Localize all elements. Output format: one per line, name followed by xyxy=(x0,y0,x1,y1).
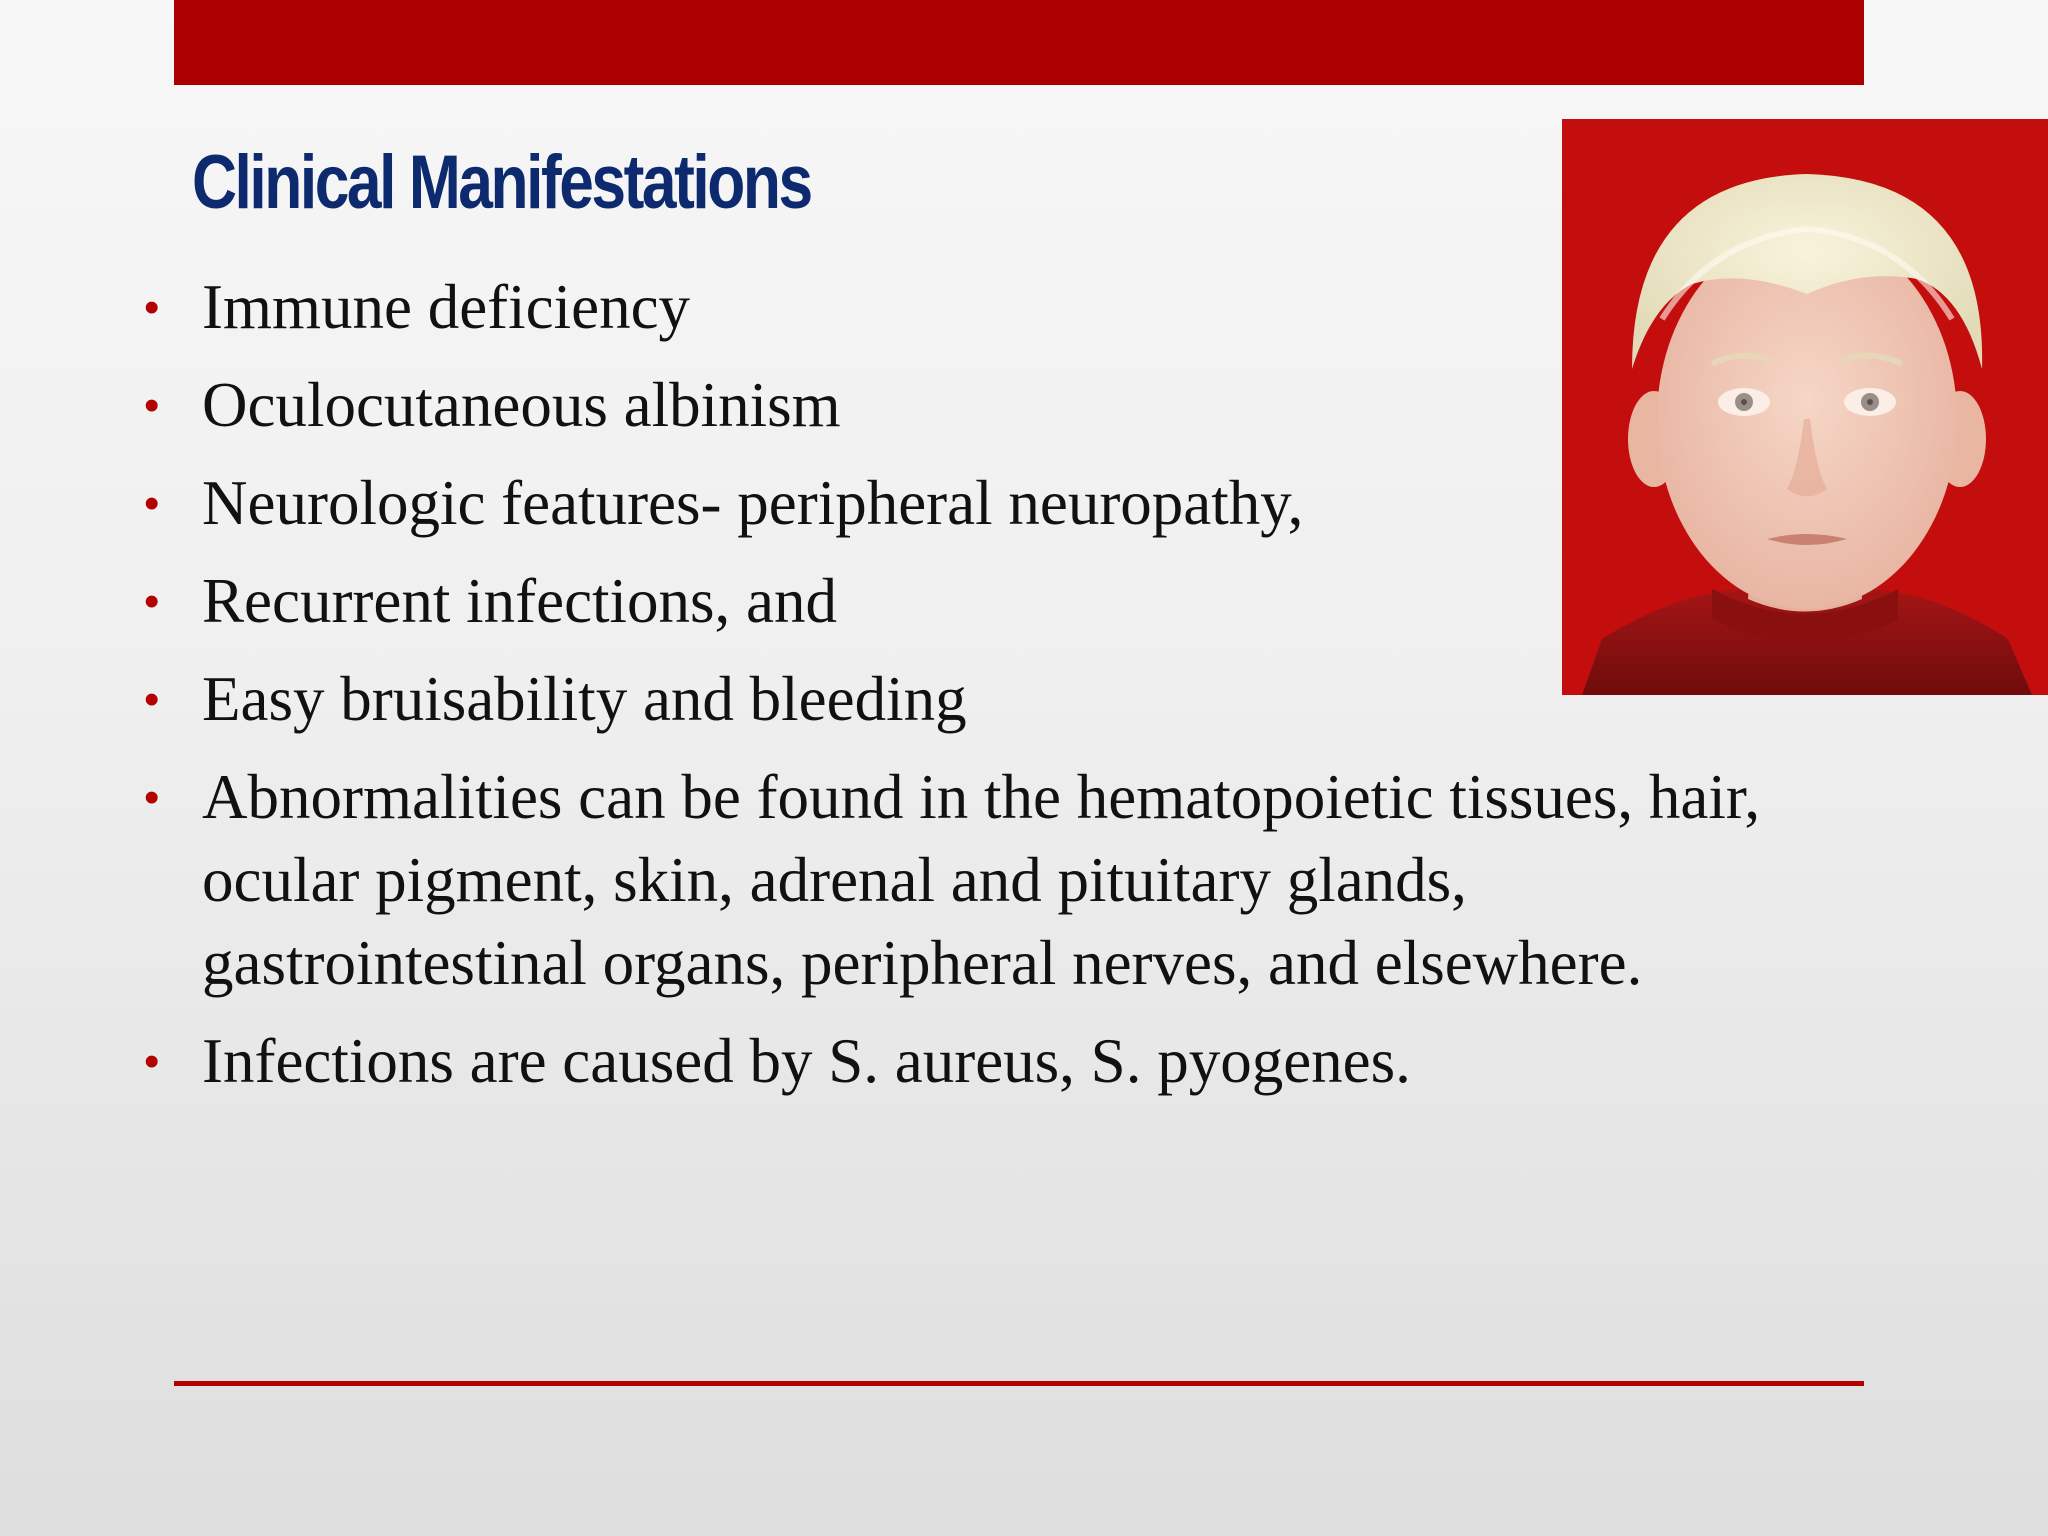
bullet-item xyxy=(140,560,1582,643)
bullet-text: Easy bruisability and bleeding xyxy=(202,664,967,734)
bullet-marker: • xyxy=(144,479,160,528)
bullet-text: Infections are caused by S. aureus, S. pyogenes. xyxy=(202,1026,1411,1096)
bullet-text: Immune deficiency xyxy=(202,272,691,342)
slide-title: Clinical Manifestations xyxy=(192,140,811,225)
bullet-item xyxy=(140,364,1582,447)
bullet-text: Oculocutaneous albinism xyxy=(202,370,841,440)
bullet-item xyxy=(140,756,1820,1005)
bullet-item xyxy=(140,1020,1820,1103)
bullet-marker: • xyxy=(144,773,160,822)
bullet-marker: • xyxy=(144,577,160,626)
bullet-item xyxy=(140,266,1582,349)
bullet-text: Recurrent infections, and xyxy=(202,566,838,636)
bullet-text: Abnormalities can be found in the hematopoietic tissues, hair, ocular pigment, skin, adrenal and pituitary glands, gastrointestinal organs, peripheral nerves, and elsewhere. xyxy=(202,762,1761,998)
bottom-divider xyxy=(174,1381,1864,1386)
bullet-marker: • xyxy=(144,675,160,724)
bullet-item xyxy=(140,462,1582,545)
top-accent-bar xyxy=(174,0,1864,85)
bullet-text: Neurologic features- peripheral neuropathy, xyxy=(202,468,1304,538)
patient-photo xyxy=(1562,119,2048,695)
child-portrait-illustration xyxy=(1562,119,2048,695)
bullet-marker: • xyxy=(144,381,160,430)
bullet-marker: • xyxy=(144,283,160,332)
bullet-marker: • xyxy=(144,1037,160,1086)
